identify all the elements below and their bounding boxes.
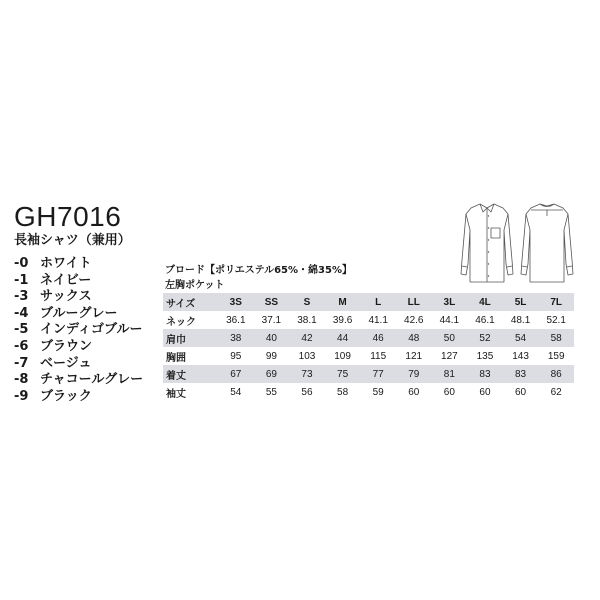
table-cell: 115 [370,350,387,362]
table-cell: 99 [265,350,277,362]
table-cell: 77 [372,368,384,380]
table-row [163,329,574,347]
material-text: ブロード【ポリエステル65%・綿35%】 [165,265,352,276]
table-cell: 79 [408,368,420,380]
table-cell: 44 [337,332,349,344]
table-cell: 44.1 [439,314,460,326]
color-item [14,389,143,406]
size-table [163,293,574,401]
color-name: サックス [40,289,92,305]
table-cell: 60 [479,386,491,398]
table-cell: 40 [265,332,277,344]
size-header-cell: LL [407,296,420,308]
size-header-cell: SS [264,296,279,308]
row-label: 袖丈 [166,388,186,400]
color-code: -4 [14,305,29,321]
table-cell: 95 [230,350,242,362]
table-cell: 135 [476,350,494,362]
table-cell: 54 [514,332,527,344]
table-cell: 75 [337,368,349,380]
table-cell: 42 [301,332,313,344]
size-header-cell: 3S [229,296,242,308]
size-header-cell: M [338,296,347,308]
table-cell: 50 [443,332,455,344]
color-item [14,372,143,389]
color-item [14,306,143,323]
table-cell: 41.1 [368,314,388,326]
pocket-text: 左胸ポケット [165,280,225,291]
table-cell: 127 [441,350,458,362]
table-row [163,365,574,383]
row-label: 肩巾 [166,334,186,346]
color-name: ブルーグレー [40,305,118,321]
color-code: -0 [14,256,29,271]
table-cell: 73 [301,368,313,380]
color-name: ネイビー [40,272,92,288]
color-item [14,356,143,373]
size-header-cell: 3L [443,296,456,308]
color-item [14,322,143,339]
shirt-front-illustration [458,200,516,286]
row-label: 胸囲 [166,352,186,364]
table-cell: 55 [265,386,277,398]
product-code: GH7016 [14,201,122,232]
color-code: -5 [14,322,29,338]
table-cell: 143 [512,350,529,362]
color-item [14,273,143,290]
color-name: ベージュ [40,355,92,371]
table-cell: 109 [334,350,351,362]
size-header-row [163,293,574,311]
color-code: -7 [14,355,29,371]
size-header-cell: L [375,296,382,308]
color-item [14,256,143,273]
color-item [14,339,143,356]
color-list [14,256,143,405]
color-code: -9 [14,388,29,404]
color-name: インディゴブルー [40,322,143,338]
color-item [14,289,143,306]
table-cell: 36.1 [226,314,246,326]
table-cell: 46 [372,332,384,344]
table-cell: 54 [230,386,242,398]
table-cell: 38 [230,332,242,344]
table-cell: 121 [405,350,423,362]
color-name: ブラウン [40,338,93,354]
table-row [163,347,574,365]
size-header-cell: S [303,296,311,308]
table-cell: 38.1 [297,314,317,326]
table-cell: 60 [443,386,455,398]
table-row [163,311,574,329]
color-name: チャコールグレー [40,372,144,388]
table-cell: 58 [337,386,349,398]
table-cell: 39.6 [332,314,353,326]
size-header-label: サイズ [166,298,196,310]
size-header-cell: 5L [514,296,527,308]
table-cell: 83 [514,368,527,380]
color-code: -1 [14,272,29,288]
shirt-back-illustration [518,200,576,286]
table-row [163,383,574,401]
color-code: -6 [14,338,29,354]
product-name: 長袖シャツ（兼用） [14,233,131,248]
color-code: -3 [14,289,29,305]
table-cell: 62 [550,386,562,398]
table-cell: 58 [550,332,562,344]
table-cell: 56 [301,386,313,398]
table-cell: 59 [372,386,384,398]
color-code: -8 [14,372,29,388]
table-cell: 37.1 [261,314,282,326]
table-cell: 46.1 [475,314,495,326]
size-header-cell: 4L [479,296,491,308]
table-cell: 83 [479,368,491,380]
table-cell: 67 [230,368,242,380]
color-name: ホワイト [40,256,92,271]
row-label: 着丈 [166,370,186,382]
table-cell: 52.1 [546,314,566,326]
table-cell: 52 [479,332,491,344]
table-cell: 86 [550,368,562,380]
size-header-cell: 7L [550,296,562,308]
table-cell: 69 [265,368,277,380]
table-cell: 60 [514,386,527,398]
table-cell: 81 [443,368,455,380]
table-cell: 159 [547,350,565,362]
row-label: ネック [166,316,196,328]
color-name: ブラック [40,388,92,404]
table-cell: 48.1 [510,314,531,326]
table-cell: 48 [408,332,420,344]
table-cell: 60 [408,386,420,398]
table-cell: 42.6 [404,314,424,326]
table-cell: 103 [298,350,316,362]
